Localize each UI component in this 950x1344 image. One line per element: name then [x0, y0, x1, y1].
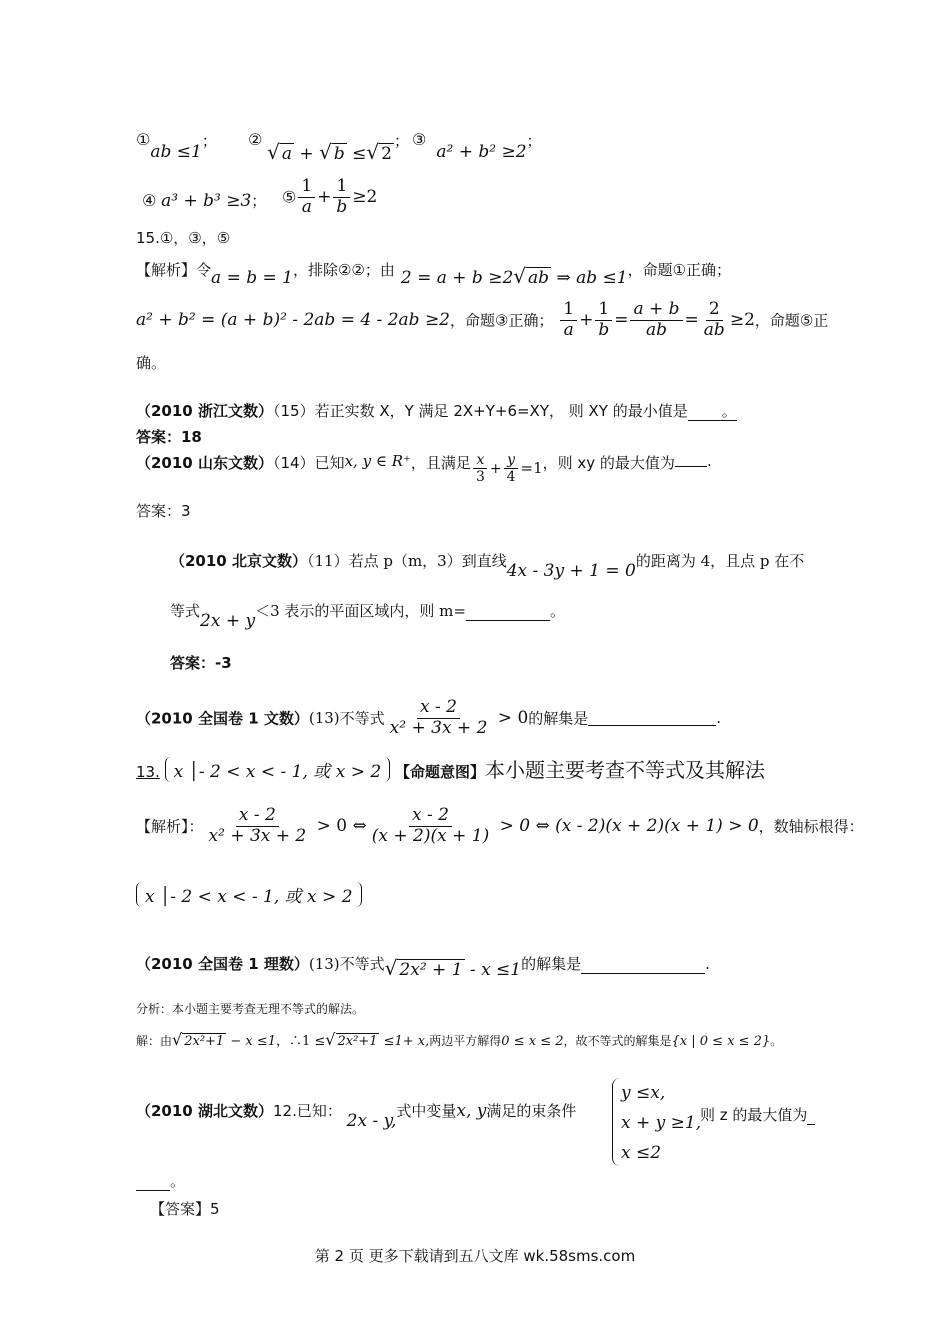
analysis-label: 【解析】	[136, 261, 197, 279]
analysis-15-line1	[136, 256, 732, 288]
source-label: （2010 湖北文数）	[136, 1102, 273, 1120]
source-label: （2010 北京文数）	[170, 552, 307, 570]
sqrt-b: b	[333, 144, 345, 164]
analysis-15-line3: 确。	[136, 354, 167, 372]
solution-math: 0 ≤ x ≤ 2	[501, 1034, 564, 1049]
answer-quanguo-wen	[136, 754, 765, 783]
op-plus: +	[489, 461, 502, 478]
question-text: 的解集是	[521, 955, 582, 973]
question-hubei-end	[136, 1170, 185, 1191]
solution-text: ，故不等式的解集是	[563, 1034, 672, 1048]
question-text: 若正实数 X，Y 满足 2X+Y+6=XY， 则 XY 的最小值是	[314, 402, 688, 420]
proposition-3	[412, 130, 542, 162]
source-label: （2010 全国卷 1 文数）	[136, 709, 309, 728]
solution-math: ，∴1 ≤	[276, 1034, 326, 1049]
solution-math: − x ≤1	[226, 1034, 276, 1049]
analysis-text: ，数轴标根得：	[758, 817, 864, 836]
plus-5: +	[317, 187, 332, 208]
answer-blank	[675, 452, 707, 467]
constraint-2: x + y ≥1,	[621, 1113, 702, 1133]
question-number: （14）	[272, 454, 315, 472]
circled-1: ①	[136, 130, 151, 149]
solution-set: x │- 2 < x < - 1, 或 x > 2	[136, 882, 362, 907]
intent-text: 本小题主要考查不等式及其解法	[484, 758, 765, 782]
answer-shandong: 答案：3	[136, 502, 191, 520]
sqrt-2: 2	[381, 144, 392, 164]
question-text: 若点 p（m，3）到直线	[348, 552, 507, 570]
question-text: 的解集是	[528, 709, 589, 728]
circled-3: ③	[412, 130, 427, 149]
question-end: 。	[549, 602, 565, 620]
question-quanguo-li	[136, 950, 710, 980]
sep-3: ；	[526, 132, 542, 150]
sep-4: ；	[251, 192, 267, 210]
op-gt-0: > 0	[492, 708, 529, 729]
question-end: .	[706, 452, 712, 470]
solution-quanguo-li: 解：由√ 2x²+1 − x ≤1，∴1 ≤√ 2x²+1 ≤1+ x,两边平方解得0 ≤ x ≤ 2，故不等式的解集是{x | 0 ≤ x ≤ 2}。	[136, 1030, 783, 1049]
analysis-text: ，排除②②；由	[292, 261, 395, 279]
intent-tag: 【命题意图】	[394, 763, 485, 781]
analysis-text: ，命题③正确；	[450, 311, 554, 330]
question-zhejiang	[136, 400, 737, 421]
expr-4: a³ + b³ ≥3	[161, 191, 252, 211]
question-text: 的距离为 4，且点 p 在不	[635, 552, 805, 570]
question-end: .	[716, 709, 722, 728]
op-eq: =	[614, 310, 629, 331]
math-2x-plus-y: 2x + y	[200, 611, 256, 631]
op-geq: ≥2	[729, 310, 755, 331]
question-text: 不等式	[339, 709, 385, 728]
circled-4: ④	[142, 191, 157, 210]
page-footer: 第 2 页 更多下载请到五八文库 wk.58sms.com	[314, 1247, 636, 1265]
source-label: （2010 山东文数）	[136, 454, 273, 472]
solution-set: {x | 0 ≤ x ≤ 2}	[671, 1034, 771, 1049]
question-text: 已知	[314, 454, 345, 472]
leq-2: ≤	[346, 144, 367, 164]
question-beijing	[170, 550, 805, 581]
analysis-text: ，命题⑤正	[754, 311, 829, 330]
question-end: .	[705, 955, 710, 973]
math-objective: 2x - y,	[346, 1111, 397, 1131]
proposition-4	[142, 190, 266, 211]
constraint-system	[612, 1078, 701, 1166]
answer-hubei: 【答案】5	[150, 1200, 220, 1218]
question-beijing-line2	[170, 600, 565, 631]
plus-2: +	[294, 144, 320, 164]
circled-2: ②	[248, 130, 263, 149]
question-text: 则 z 的最大值为	[700, 1106, 808, 1124]
question-end: 。	[170, 1172, 186, 1190]
answer-blank	[466, 606, 550, 621]
analysis-15-line2	[136, 300, 828, 340]
question-number: (13)	[308, 955, 340, 973]
proposition-2: ② √ a + √ b ≤√ 2；	[248, 130, 409, 164]
frac-apb-ab: $\frac{a + b}{ab}$	[630, 300, 682, 340]
question-text: 等式	[170, 602, 201, 620]
frac-x-3: $\frac{x}{3}$	[473, 452, 488, 485]
answer-blank	[588, 711, 716, 726]
math-amgm: 2 = a + b ≥2√ ab ⇒ ab ≤1	[400, 264, 628, 288]
question-hubei	[136, 1100, 577, 1131]
math-xy: x, y	[456, 1101, 487, 1121]
source-label: （2010 浙江文数）	[136, 402, 273, 420]
question-text: ，且满足	[410, 454, 471, 472]
frac-1b: $\frac{1}{b}$	[595, 300, 612, 340]
frac-2-ab: $\frac{2}{ab}$	[703, 299, 725, 340]
question-number: 12.	[272, 1102, 297, 1120]
answer-blank	[807, 1110, 815, 1125]
frac-step-2: $\frac{x - 2}{(x + 2)(x + 1)}$	[371, 805, 490, 846]
op-eq2: =	[684, 310, 699, 331]
answer-15: 15.①，③，⑤	[136, 229, 231, 247]
question-text: ＜3 表示的平面区域内，则 m=	[255, 602, 466, 620]
frac-step-1: $\frac{x - 2}{\text{x² + 3x + 2}}$	[208, 805, 307, 846]
source-label: （2010 全国卷 1 理数）	[136, 955, 309, 973]
radical: 2x²+1	[184, 1034, 225, 1049]
question-number: （11）	[306, 552, 349, 570]
question-quanguo-wen	[136, 698, 721, 738]
question-end: 。	[721, 402, 737, 420]
math-a-eq-b: a = b = 1	[211, 268, 293, 288]
op-plus: +	[579, 310, 594, 331]
proposition-1	[136, 130, 217, 162]
solution-text: 。	[770, 1034, 783, 1048]
radical: 2x²+1	[337, 1034, 378, 1049]
analysis-text: ，命题①正确；	[627, 261, 732, 279]
question-text: 式中变量	[396, 1102, 457, 1120]
equiv-2: > 0 ⇔ (x - 2)(x + 2)(x + 1) > 0	[494, 816, 759, 837]
sqrt-a: a	[281, 144, 293, 164]
sep-1: ；	[201, 132, 217, 150]
expr-1: ab ≤1	[150, 142, 202, 162]
analysis-quanguo-wen	[136, 806, 864, 846]
question-text: 满足的束条件	[486, 1102, 577, 1120]
frac-y-4: $\frac{y}{4}$	[504, 452, 519, 485]
math-radical-ineq: √ 2x² + 1 - x ≤1	[384, 956, 522, 980]
answer-blank	[688, 406, 722, 421]
solution-set-2	[136, 882, 362, 907]
question-number: (13)	[308, 709, 340, 728]
solution-math: ≤1+ x,	[379, 1034, 430, 1049]
math-sum-squares: a² + b² = (a + b)² - 2ab = 4 - 2ab ≥2	[136, 310, 451, 331]
question-text: 不等式	[339, 955, 385, 973]
math-line: 4x - 3y + 1 = 0	[506, 561, 636, 581]
analysis-label: 【解析】：	[136, 817, 204, 836]
frac-1a: $\frac{1}{a}$	[560, 300, 577, 340]
analysis-text: 令	[196, 261, 212, 279]
question-hubei-tail	[700, 1104, 815, 1125]
solution-text: 解：由	[136, 1034, 173, 1048]
answer-zhejiang: 答案：18	[136, 428, 202, 446]
sep-2: ；	[393, 132, 409, 150]
frac-1-a: $\frac{1}{a}$	[298, 177, 315, 217]
question-text: 已知：	[296, 1102, 342, 1120]
answer-blank	[581, 959, 705, 974]
analysis-quanguo-li: 分析：本小题主要考查无理不等式的解法。	[136, 1002, 365, 1016]
answer-number: 13.	[136, 763, 160, 781]
proposition-5	[282, 177, 377, 217]
frac-1-b: $\frac{1}{b}$	[333, 177, 350, 217]
question-text: ，则 xy 的最大值为	[542, 454, 675, 472]
expr-3: a² + b² ≥2	[436, 142, 527, 162]
constraint-1: y ≤x,	[621, 1083, 666, 1103]
equiv-1: > 0 ⇔	[311, 816, 367, 837]
op-eq-1: =1	[520, 459, 543, 478]
answer-blank	[136, 1176, 170, 1191]
circled-5: ⑤	[282, 187, 297, 207]
geq-5: ≥2	[352, 187, 378, 208]
constraint-3: x ≤2	[621, 1143, 662, 1163]
math-xy-in-r: x, y ∈ R⁺	[344, 452, 411, 470]
question-number: （15）	[272, 402, 315, 420]
answer-beijing: 答案：-3	[170, 654, 232, 672]
solution-text: 两边平方解得	[429, 1034, 502, 1048]
solution-set: x │- 2 < x < - 1, 或 x > 2	[165, 757, 391, 782]
question-shandong	[136, 452, 712, 485]
frac-x-minus-2: $\frac{x - 2}{\text{x² + 3x + 2}}$	[389, 697, 488, 738]
